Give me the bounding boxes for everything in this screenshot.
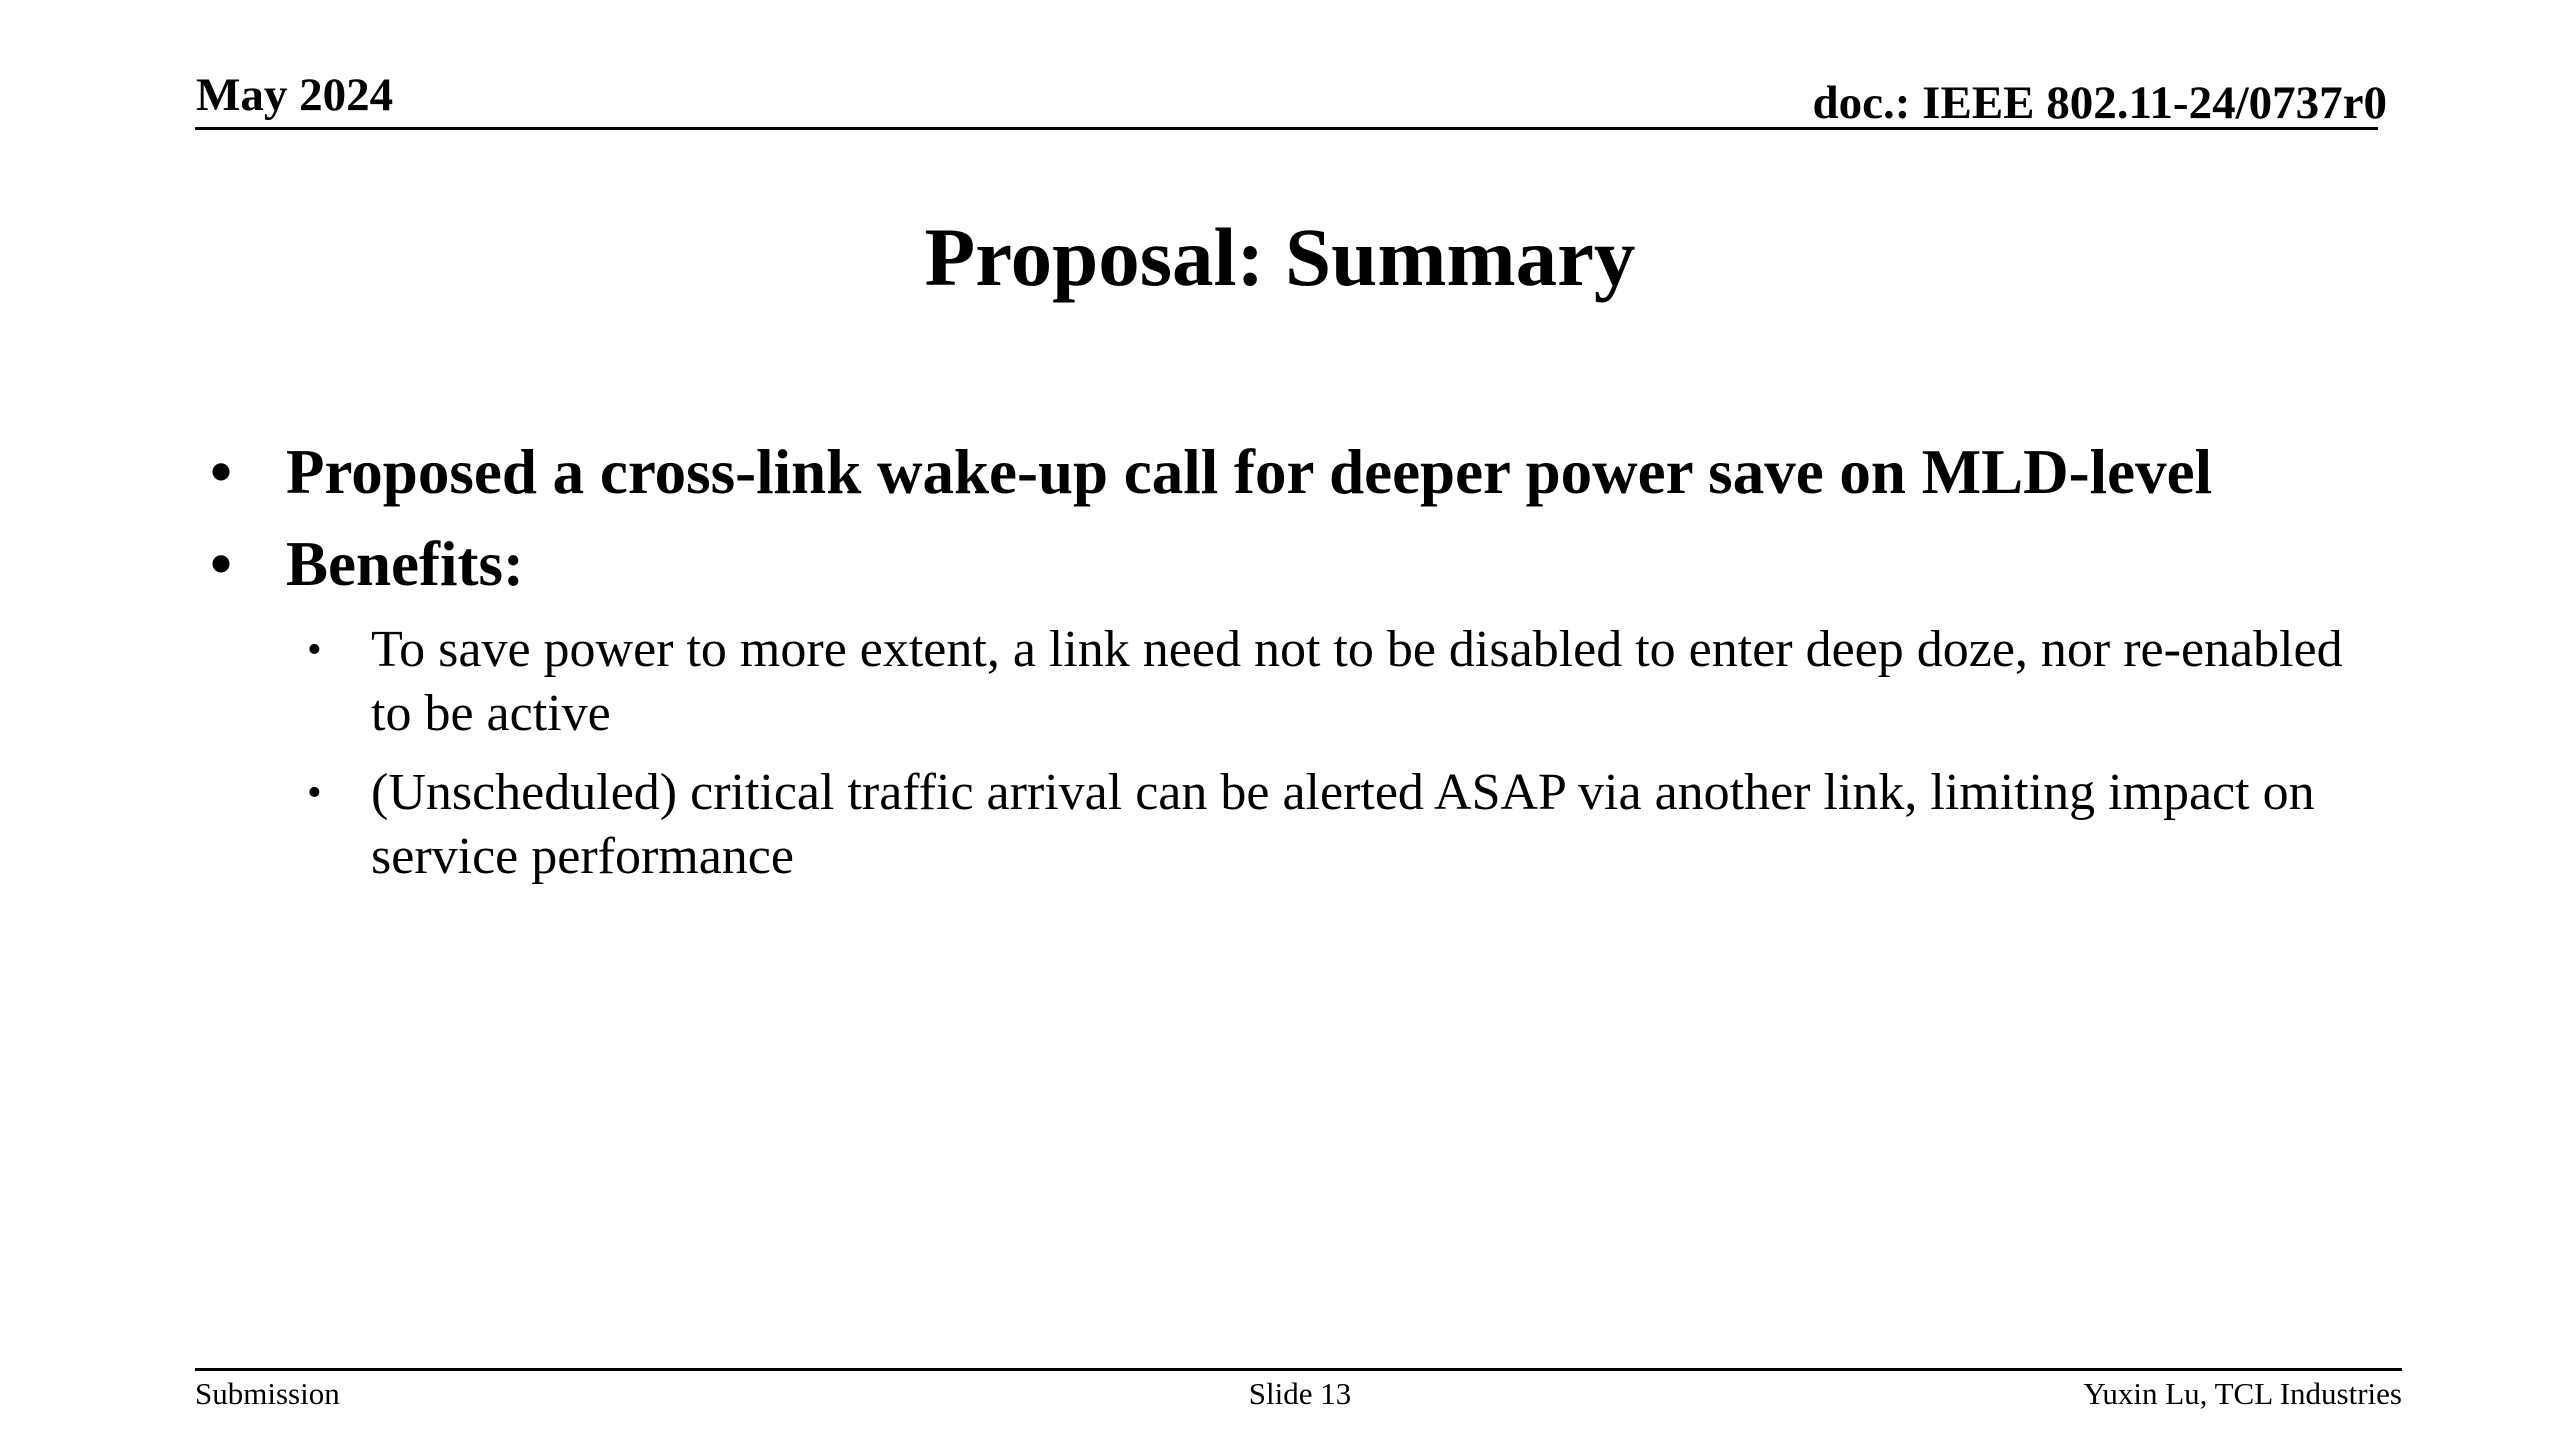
footer-slide-number: Slide 13 (1248, 1376, 1352, 1411)
footer-divider (195, 1368, 2402, 1371)
footer-submission: Submission (195, 1376, 340, 1411)
header-doc-id: doc.: IEEE 802.11-24/0737r0 (1812, 77, 2387, 129)
sub-bullet-text: (Unscheduled) critical traffic arrival can be alerted ASAP via another link, limiting impact on service performance (371, 764, 2315, 885)
footer-author: Yuxin Lu, TCL Industries (2083, 1376, 2402, 1411)
header-divider (195, 127, 2378, 130)
bullet-marker: • (210, 529, 233, 599)
sub-bullet-item (307, 761, 2357, 889)
bullet-marker: • (210, 437, 233, 507)
header-date: May 2024 (196, 69, 394, 121)
bullet-text: Benefits: (286, 529, 524, 599)
bullet-text: Proposed a cross-link wake-up call for deeper power save on MLD-level (286, 437, 2213, 507)
sub-bullet-item (307, 618, 2357, 746)
slide-title: Proposal: Summary (924, 211, 1636, 303)
sub-bullet-text: To save power to more extent, a link need not to be disabled to enter deep doze, nor re-enabled to be active (371, 621, 2343, 742)
sub-bullet-marker: • (307, 770, 322, 816)
sub-bullet-marker: • (307, 627, 322, 673)
